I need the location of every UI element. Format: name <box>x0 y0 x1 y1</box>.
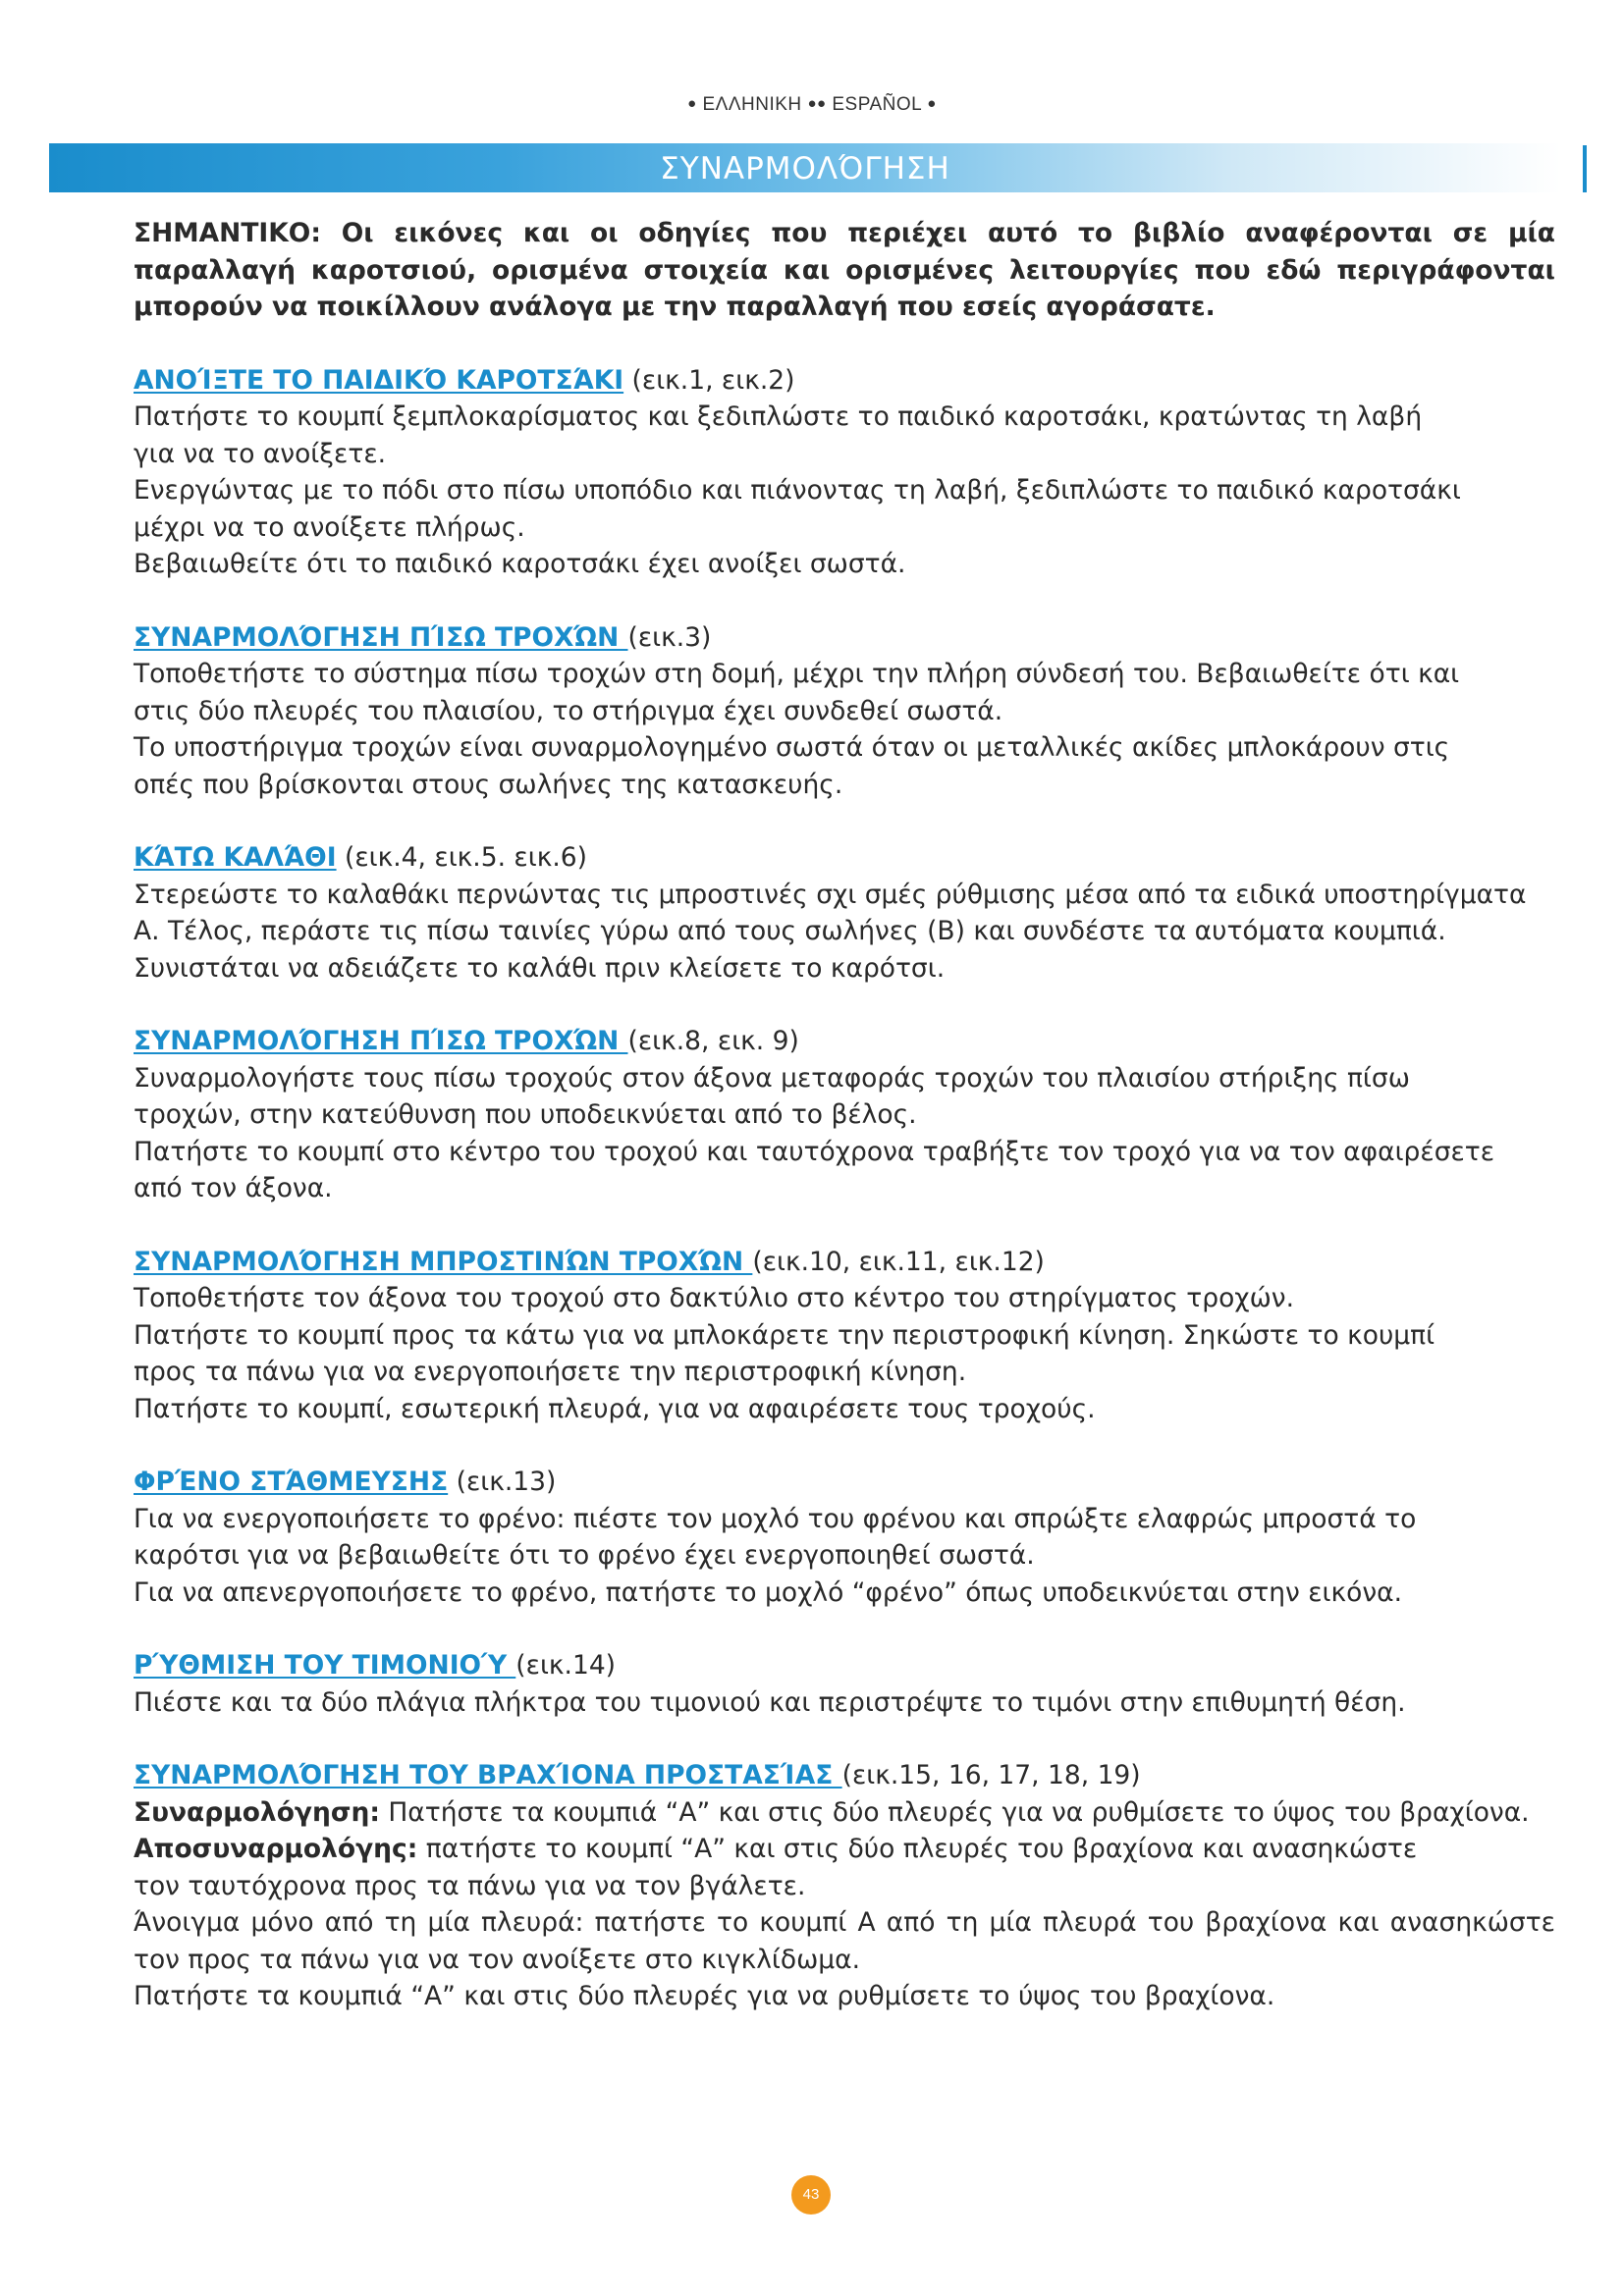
figure-reference: (εικ.14) <box>515 1650 617 1681</box>
text-line: τροχών, στην κατεύθυνση που υποδεικνύεται από το βέλος. <box>134 1099 917 1130</box>
section-bumper-bar <box>134 1757 1555 2015</box>
disassembly-text: πατήστε το κουμπί “Α” και στις δύο πλευρές του βραχίονα και ανασηκώστε <box>417 1834 1418 1864</box>
assembly-label: Συναρμολόγηση: <box>134 1796 380 1828</box>
figure-reference: (εικ.4, εικ.5. εικ.6) <box>336 842 587 873</box>
text-line <box>134 1831 1555 1868</box>
text-line: Το υποστήριγμα τροχών είναι συναρμολογημένο σωστά όταν οι μεταλλικές ακίδες μπλοκάρουν στις <box>134 732 1450 763</box>
important-notice: ΣΗΜΑΝΤΙΚΟ: Οι εικόνες και οι οδηγίες που περιέχει αυτό το βιβλίο αναφέρονται σε μία παραλλαγή καροτσιού, ορισμένα στοιχεία και ορισμένες λειτουργίες που εδώ περιγράφονται μπορούν να ποικίλλουν ανάλογα με την παραλλαγή που εσείς αγοράσατε. <box>134 218 1555 322</box>
figure-reference: (εικ.15, 16, 17, 18, 19) <box>841 1760 1141 1790</box>
text-line: Για να ενεργοποιήσετε το φρένο: πιέστε τον μοχλό του φρένου και σπρώξτε ελαφρώς μπροστά το <box>134 1503 1417 1534</box>
page-title: ΣΥΝΑΡΜΟΛΌΓΗΣΗ <box>660 151 950 187</box>
text-line: Πατήστε το κουμπί στο κέντρο του τροχού και ταυτόχρονα τραβήξτε τον τροχό για να τον αφαιρέσετε <box>134 1136 1495 1167</box>
edge-marker <box>1583 145 1587 192</box>
text-line: Βεβαιωθείτε ότι το παιδικό καροτσάκι έχει ανοίξει σωστά. <box>134 549 906 579</box>
text-line: Πατήστε τα κουμπιά “Α” και στις δύο πλευρές για να ρυθμίσετε το ύψος του βραχίονα. <box>134 1981 1275 2011</box>
section-heading: ΑΝΟΊΞΤΕ ΤΟ ΠΑΙΔΙΚΌ ΚΑΡΟΤΣΆΚΙ <box>134 364 624 396</box>
text-line: Συναρμολογήστε τους πίσω τροχούς στον άξονα μεταφοράς τροχών του πλαισίου στήριξης πίσω <box>134 1062 1410 1094</box>
figure-reference: (εικ.3) <box>627 621 712 653</box>
figure-reference: (εικ.13) <box>448 1467 557 1497</box>
bullet-icon: ●● <box>807 95 827 112</box>
text-line: μέχρι να το ανοίξετε πλήρως. <box>134 511 525 543</box>
text-line: Ενεργώντας με το πόδι στο πίσω υποπόδιο και πιάνοντας τη λαβή, ξεδιπλώστε το παιδικό καροτσάκι <box>134 475 1461 506</box>
text-line: Πιέστε και τα δύο πλάγια πλήκτρα του τιμονιού και περιστρέψτε το τιμόνι στην επιθυμητή θέση. <box>134 1686 1406 1718</box>
assembly-text: Πατήστε τα κουμπιά “Α” και στις δύο πλευρές για να ρυθμίσετε το ύψος του βραχίονα. <box>379 1796 1530 1828</box>
figure-reference: (εικ.8, εικ. 9) <box>627 1026 799 1056</box>
text-line: Συνιστάται να αδειάζετε το καλάθι πριν κλείσετε το καρότσι. <box>134 952 946 984</box>
text-line: Τοποθετήστε τον άξονα του τροχού στο δακτύλιο στο κέντρο του στηρίγματος τροχών. <box>134 1283 1295 1313</box>
section-open-stroller <box>134 362 1555 583</box>
bullet-icon: ● <box>687 95 697 112</box>
text-line: στις δύο πλευρές του πλαισίου, το στήριγμα έχει συνδεθεί σωστά. <box>134 695 1003 726</box>
text-line: Πατήστε το κουμπί προς τα κάτω για να μπλοκάρετε την περιστροφική κίνηση. Σηκώστε το κουμπί <box>134 1319 1435 1351</box>
section-rear-wheels <box>134 619 1555 804</box>
section-handlebar-adjust <box>134 1647 1555 1721</box>
text-line: καρότσι για να βεβαιωθείτε ότι το φρένο έχει ενεργοποιηθεί σωστά. <box>134 1540 1035 1571</box>
page-number: 43 <box>791 2175 831 2215</box>
figure-reference: (εικ.10, εικ.11, εικ.12) <box>752 1246 1045 1277</box>
text-line: Α. Τέλος, περάστε τις πίσω ταινίες γύρω από τους σωλήνες (Β) και συνδέστε τα αυτόματα κουμπιά. <box>134 916 1446 946</box>
text-line: για να το ανοίξετε. <box>134 438 387 469</box>
section-heading: ΦΡΈΝΟ ΣΤΆΘΜΕΥΣΗΣ <box>134 1467 449 1497</box>
section-heading: ΣΥΝΑΡΜΟΛΌΓΗΣΗ ΠΊΣΩ ΤΡΟΧΏΝ <box>134 1026 628 1056</box>
text-line: Για να απενεργοποιήσετε το φρένο, πατήστε το μοχλό “φρένο” όπως υποδεικνύεται στην εικόνα. <box>134 1576 1403 1608</box>
section-heading: ΚΆΤΩ ΚΑΛΆΘΙ <box>134 842 337 873</box>
text-line: προς τα πάνω για να ενεργοποιήσετε την περιστροφική κίνηση. <box>134 1357 967 1387</box>
text-line: από τον άξονα. <box>134 1173 333 1203</box>
figure-reference: (εικ.1, εικ.2) <box>623 364 795 396</box>
main-content <box>134 215 1555 2052</box>
section-heading: ΣΥΝΑΡΜΟΛΌΓΗΣΗ ΤΟΥ ΒΡΑΧΊΟΝΑ ΠΡΟΣΤΑΣΊΑΣ <box>134 1760 842 1790</box>
text-line: Τοποθετήστε το σύστημα πίσω τροχών στη δομή, μέχρι την πλήρη σύνδεσή του. Βεβαιωθείτε ότι και <box>134 659 1460 689</box>
text-line: τον ταυτόχρονα προς τα πάνω για να τον βγάλετε. <box>134 1870 806 1901</box>
text-line <box>134 1794 1555 1832</box>
section-rear-wheels-removal <box>134 1023 1555 1207</box>
text-line: Πατήστε το κουμπί ξεμπλοκαρίσματος και ξεδιπλώστε το παιδικό καροτσάκι, κρατώντας τη λαβή <box>134 401 1423 432</box>
section-heading: ΣΥΝΑΡΜΟΛΌΓΗΣΗ ΠΊΣΩ ΤΡΟΧΏΝ <box>134 621 628 653</box>
section-heading: ΡΎΘΜΙΣΗ ΤΟΥ ΤΙΜΟΝΙΟΎ <box>134 1650 516 1681</box>
bullet-icon: ● <box>927 95 937 112</box>
text-line: Πατήστε το κουμπί, εσωτερική πλευρά, για να αφαιρέσετε τους τροχούς. <box>134 1393 1096 1424</box>
section-front-wheels <box>134 1244 1555 1428</box>
language-greek: ΕΛΛΗΝΙΚΗ <box>702 94 802 115</box>
section-heading: ΣΥΝΑΡΜΟΛΌΓΗΣΗ ΜΠΡΟΣΤΙΝΏΝ ΤΡΟΧΏΝ <box>134 1246 753 1277</box>
section-lower-basket <box>134 839 1555 987</box>
text-line: Στερεώστε το καλαθάκι περνώντας τις μπροστινές σχι σμές ρύθμισης μέσα από τα ειδικά υποστηρίγματα <box>134 879 1527 910</box>
text-line: οπές που βρίσκονται στους σωλήνες της κατασκευής. <box>134 769 843 800</box>
language-spanish: ESPAÑOL <box>832 94 922 115</box>
disassembly-label: Αποσυναρμολόγης: <box>134 1834 418 1864</box>
text-line: Άνοιγμα μόνο από τη μία πλευρά: πατήστε το κουμπί Α από τη μία πλευρά του βραχίονα και ανασηκώστε τον προς τα πάνω για να τον ανοίξετε στο κιγκλίδωμα. <box>134 1907 1555 1975</box>
section-parking-brake <box>134 1464 1555 1611</box>
language-bar <box>0 94 1624 116</box>
